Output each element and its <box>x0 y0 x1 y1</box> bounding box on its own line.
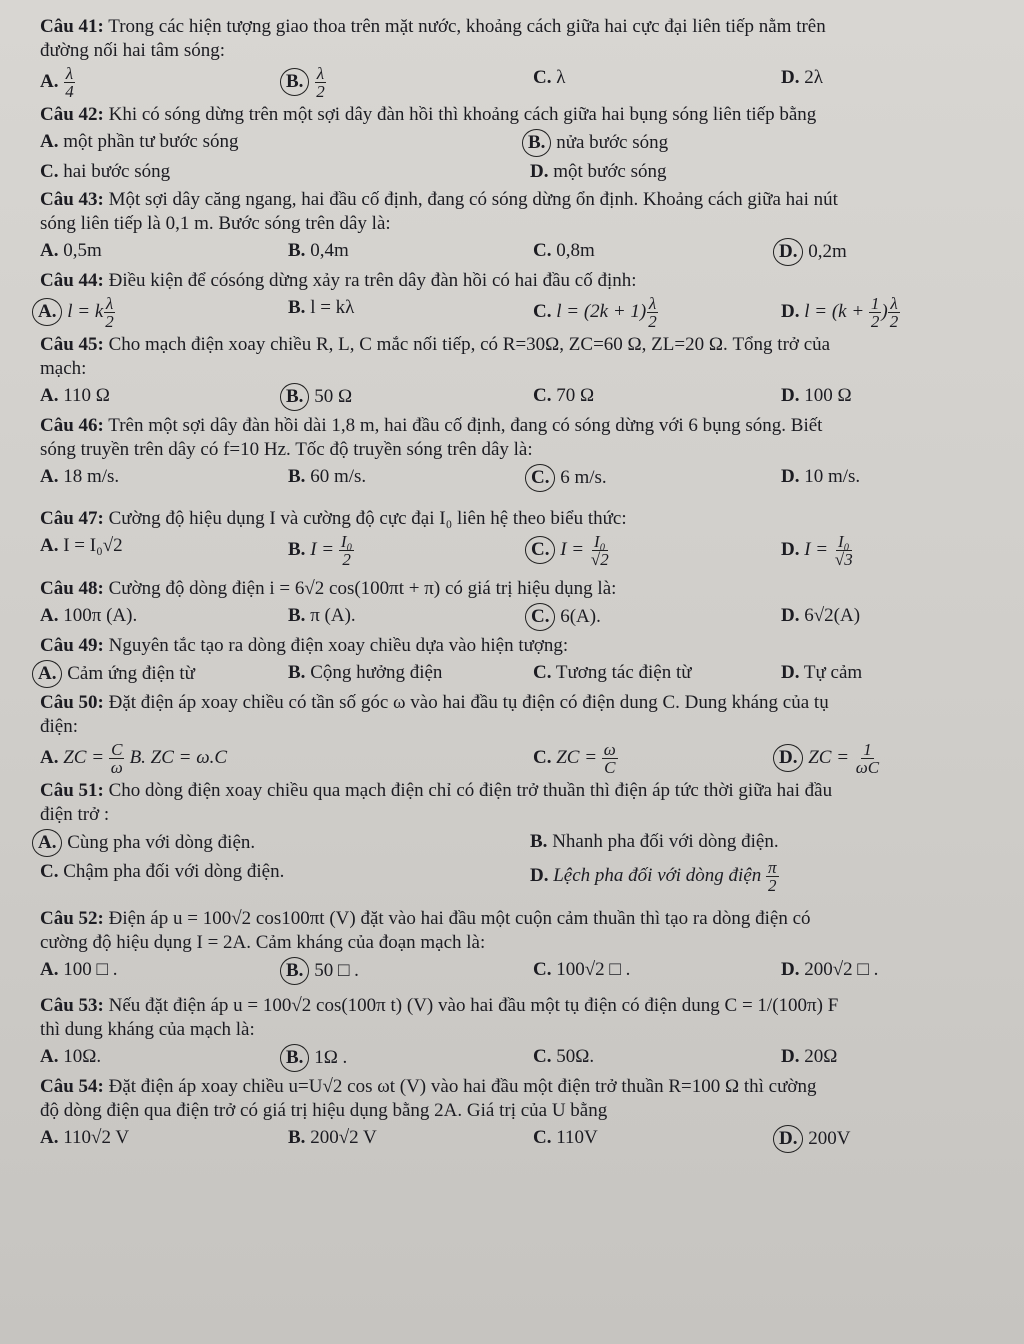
circled-option-letter: C. <box>525 464 555 492</box>
question-q54 <box>40 1074 1000 1153</box>
option-letter: C. <box>533 385 552 406</box>
answer-option[interactable] <box>533 533 781 568</box>
answer-option[interactable] <box>288 295 533 330</box>
option-expression: I = <box>310 538 339 560</box>
option-letter: D. <box>530 864 549 886</box>
question-number: Câu 42: <box>40 104 104 125</box>
option-text: Tự cảm <box>803 662 863 683</box>
option-expression: Lệch pha đối với dòng điện <box>553 864 767 886</box>
answer-option[interactable] <box>533 1044 781 1072</box>
option-text: λ <box>556 67 566 88</box>
question-text <box>40 633 1000 658</box>
option-letter: A. <box>40 1127 59 1148</box>
fraction <box>602 741 618 776</box>
fraction-denominator: 4 <box>65 82 74 101</box>
answer-option[interactable] <box>288 383 533 411</box>
option-letter: D. <box>781 466 800 487</box>
circled-option-letter: B. <box>280 1044 309 1072</box>
option-letter: C. <box>533 746 552 768</box>
option-letter: C. <box>40 161 59 182</box>
fraction <box>869 295 882 330</box>
option-letter: C. <box>533 959 552 980</box>
option-text: 0,4m <box>310 240 349 261</box>
fraction <box>888 295 901 330</box>
answer-option[interactable] <box>533 464 781 492</box>
fraction-denominator: ω <box>110 758 123 777</box>
option-letter: A. <box>40 131 59 152</box>
fraction-numerator: I₀ <box>594 532 606 551</box>
option-letter: B. <box>530 831 548 852</box>
option-text: Tương tác điện từ <box>555 662 692 683</box>
question-stem: Điều kiện để cósóng dừng xảy ra trên dây đàn hồi có hai đầu cố định: <box>108 270 637 291</box>
option-expression: l = (k + <box>804 300 869 322</box>
question-text <box>40 413 1000 438</box>
circled-option-letter: D. <box>773 744 803 772</box>
question-q42 <box>40 102 1000 185</box>
answer-option[interactable] <box>40 957 288 985</box>
answer-option[interactable] <box>40 464 288 492</box>
option-text: 100√2 □ . <box>556 959 631 980</box>
option-letter: B. <box>288 662 306 683</box>
question-text-continued: đường nối hai tâm sóng: <box>40 40 225 61</box>
option-letter: C. <box>533 67 552 88</box>
question-stem: Cường độ hiệu dụng I và cường độ cực đại I₀ liên hệ theo biểu thức: <box>108 508 627 529</box>
answer-row <box>40 741 1000 776</box>
option-text: 20Ω <box>804 1046 838 1067</box>
answer-option[interactable] <box>40 238 288 266</box>
answer-option[interactable] <box>533 603 781 631</box>
answer-option[interactable] <box>530 159 1020 185</box>
option-letter: B. <box>288 466 306 487</box>
question-q44 <box>40 268 1000 330</box>
question-text-continued: điện: <box>40 716 78 737</box>
question-text <box>40 1074 1000 1099</box>
question-text <box>40 778 1000 803</box>
question-text <box>40 332 1000 357</box>
answer-option[interactable] <box>40 295 288 330</box>
circled-option-letter: D. <box>773 238 803 266</box>
answer-option[interactable] <box>40 383 288 411</box>
question-text <box>40 506 1000 531</box>
answer-option[interactable] <box>288 957 533 985</box>
fraction <box>314 65 327 100</box>
answer-option[interactable] <box>781 741 881 776</box>
answer-option[interactable] <box>40 159 530 185</box>
option-text: một phần tư bước sóng <box>63 131 239 152</box>
answer-row <box>40 129 1000 157</box>
option-text: l = kλ <box>310 297 355 318</box>
fraction-numerator: 1 <box>863 740 872 759</box>
question-number: Câu 53: <box>40 995 104 1016</box>
answer-option[interactable] <box>533 660 781 688</box>
question-text-continued: điện trở : <box>40 804 110 825</box>
option-text: 100 Ω <box>804 385 852 406</box>
question-stem: Cho mạch điện xoay chiều R, L, C mắc nối tiếp, có R=30Ω, ZC=60 Ω, ZL=20 Ω. Tổng trở của <box>108 334 831 355</box>
question-stem: Một sợi dây căng ngang, hai đầu cố định, đang có sóng dừng ổn định. Khoảng cách giữa hai nút <box>108 189 838 210</box>
answer-row <box>40 65 1000 100</box>
question-text <box>40 102 1000 127</box>
answer-option[interactable] <box>288 533 533 568</box>
option-letter: D. <box>781 605 800 626</box>
question-number: Câu 44: <box>40 270 104 291</box>
option-text: 200√2 V <box>310 1127 377 1148</box>
option-letter: A. <box>40 466 59 487</box>
option-text: 200V <box>808 1128 851 1149</box>
option-text: 18 m/s. <box>63 466 120 487</box>
question-text-continued: thì dung kháng của mạch là: <box>40 1019 255 1040</box>
option-letter: A. <box>40 959 59 980</box>
question-q47 <box>40 506 1000 568</box>
fraction-denominator: √2 <box>590 550 609 569</box>
option-text: Cộng hưởng điện <box>310 662 443 683</box>
answer-option[interactable] <box>288 464 533 492</box>
fraction <box>339 533 355 568</box>
answer-option[interactable] <box>530 129 1020 157</box>
fraction-denominator: 2 <box>870 312 880 331</box>
option-expression-tail: ) <box>881 300 888 322</box>
option-expression: ZC = <box>63 746 109 768</box>
question-stem: Nếu đặt điện áp u = 100√2 cos(100π t) (V) vào hai đầu một tụ điện có điện dung C = 1/(100π) F <box>108 995 839 1016</box>
question-stem: Đặt điện áp xoay chiều u=U√2 cos ωt (V) vào hai đầu một điện trở thuần R=100 Ω thì cường <box>108 1076 817 1097</box>
option-text: 50Ω. <box>556 1046 595 1067</box>
answer-option[interactable] <box>781 65 823 100</box>
fraction-denominator: 2 <box>768 876 777 895</box>
answer-option[interactable] <box>781 660 862 688</box>
circled-option-letter: B. <box>280 68 309 96</box>
answer-option[interactable] <box>40 129 530 157</box>
question-text <box>40 906 1000 931</box>
fraction-numerator: ω <box>603 740 616 759</box>
option-text: 50 □ . <box>314 960 359 981</box>
option-letter: C. <box>533 240 552 261</box>
circled-option-letter: B. <box>522 129 551 157</box>
option-text: 10Ω. <box>63 1046 102 1067</box>
fraction-numerator: λ <box>65 64 74 83</box>
option-text: 110V <box>556 1127 598 1148</box>
fraction-denominator: 2 <box>105 312 114 331</box>
question-stem: Điện áp u = 100√2 cos100πt (V) đặt vào hai đầu một cuộn cảm thuần thì tạo ra dòng điện có <box>108 908 811 929</box>
fraction-numerator: λ <box>316 64 325 83</box>
option-expression: ZC = <box>808 746 854 768</box>
answer-option[interactable] <box>533 741 781 776</box>
option-letter: A. <box>40 746 59 768</box>
answer-option[interactable] <box>40 1044 288 1072</box>
option-text: Nhanh pha đối với dòng điện. <box>552 831 779 852</box>
answer-option[interactable] <box>288 1044 533 1072</box>
option-expression: l = k <box>67 300 104 322</box>
option-text: 0,5m <box>63 240 102 261</box>
option-letter: B. <box>288 240 306 261</box>
answer-option[interactable] <box>533 1125 781 1153</box>
circled-option-letter: B. <box>280 383 309 411</box>
option-letter: D. <box>781 385 800 406</box>
fraction-numerator: λ <box>890 294 898 313</box>
fraction-denominator: 2 <box>316 82 325 101</box>
option-letter: C. <box>533 1046 552 1067</box>
question-number: Câu 43: <box>40 189 104 210</box>
answer-option[interactable] <box>288 65 533 100</box>
question-q41 <box>40 14 1000 100</box>
question-text <box>40 14 1000 39</box>
answer-option[interactable] <box>530 829 1020 857</box>
answer-row <box>40 238 1000 266</box>
option-text: 0,2m <box>808 241 847 262</box>
answer-option[interactable] <box>288 660 533 688</box>
question-text <box>40 993 1000 1018</box>
option-expression: l = (2k + 1) <box>556 300 647 322</box>
circled-option-letter: B. <box>280 957 309 985</box>
question-stem: Cường độ dòng điện i = 6√2 cos(100πt + π) có giá trị hiệu dụng là: <box>108 578 617 599</box>
option-letter: D. <box>781 67 800 88</box>
option-letter: C. <box>533 300 552 322</box>
answer-row <box>40 383 1000 411</box>
fraction-denominator: ωC <box>855 758 880 777</box>
question-number: Câu 50: <box>40 692 104 713</box>
option-text: 110 Ω <box>63 385 110 406</box>
option-text: 100 □ . <box>63 959 118 980</box>
question-number: Câu 45: <box>40 334 104 355</box>
fraction-denominator: 2 <box>648 312 657 331</box>
option-letter: A. <box>40 605 59 626</box>
answer-option[interactable] <box>781 1125 850 1153</box>
answer-option[interactable] <box>40 1125 288 1153</box>
option-text: π (A). <box>310 605 356 626</box>
answer-row <box>40 533 1000 568</box>
question-q48 <box>40 576 1000 631</box>
option-text: 100π (A). <box>63 605 138 626</box>
fraction <box>589 533 611 568</box>
answer-option[interactable] <box>530 859 1020 894</box>
option-text: 0,8m <box>556 240 595 261</box>
answer-row <box>40 464 1000 492</box>
circled-option-letter: C. <box>525 536 555 564</box>
fraction-numerator: I₀ <box>340 532 353 551</box>
answer-option[interactable] <box>40 859 530 894</box>
option-expression: I = <box>804 538 833 560</box>
option-text: Chậm pha đối với dòng điện. <box>63 861 285 882</box>
option-letter: D. <box>781 959 800 980</box>
question-q52 <box>40 906 1000 985</box>
question-stem: Đặt điện áp xoay chiều có tần số góc ω vào hai đầu tụ điện có điện dung C. Dung kháng của tụ <box>108 692 829 713</box>
question-text <box>40 187 1000 212</box>
fraction <box>63 65 76 100</box>
option-text: 1Ω . <box>314 1047 348 1068</box>
option-letter: D. <box>781 538 800 560</box>
answer-option[interactable] <box>781 957 878 985</box>
question-number: Câu 41: <box>40 16 104 37</box>
question-number: Câu 54: <box>40 1076 104 1097</box>
option-text: 110√2 V <box>63 1127 130 1148</box>
question-text-continued: sóng truyền trên dây có f=10 Hz. Tốc độ truyền sóng trên dây là: <box>40 439 533 460</box>
circled-option-letter: A. <box>32 660 62 688</box>
question-q43 <box>40 187 1000 266</box>
answer-option[interactable] <box>288 238 533 266</box>
answer-row <box>40 829 1000 857</box>
fraction-denominator: C <box>604 758 616 777</box>
option-letter: A. <box>40 240 59 261</box>
fraction-numerator: I₀ <box>838 532 850 551</box>
option-letter: C. <box>40 861 59 882</box>
option-text: 50 Ω <box>314 386 353 407</box>
fraction <box>646 295 659 330</box>
answer-row <box>40 603 1000 631</box>
question-q53 <box>40 993 1000 1072</box>
question-number: Câu 49: <box>40 635 104 656</box>
question-stem: Trong các hiện tượng giao thoa trên mặt nước, khoảng cách giữa hai cực đại liên tiếp nằm trên <box>108 16 826 37</box>
option-text: 2λ <box>804 67 823 88</box>
question-number: Câu 47: <box>40 508 104 529</box>
circled-option-letter: A. <box>32 829 62 857</box>
fraction-numerator: C <box>111 740 123 759</box>
option-text: nửa bước sóng <box>556 132 669 153</box>
option-text: Cảm ứng điện từ <box>67 663 195 684</box>
answer-option[interactable] <box>533 957 781 985</box>
fraction <box>854 741 881 776</box>
answer-option[interactable] <box>781 464 860 492</box>
answer-option[interactable] <box>40 65 288 100</box>
question-stem: Nguyên tắc tạo ra dòng điện xoay chiều dựa vào hiện tượng: <box>108 635 569 656</box>
fraction <box>103 295 116 330</box>
option-text: I = I₀√2 <box>63 535 123 556</box>
fraction <box>109 741 125 776</box>
question-q46 <box>40 413 1000 492</box>
question-number: Câu 48: <box>40 578 104 599</box>
answer-option[interactable] <box>288 603 533 631</box>
answer-row <box>40 660 1000 688</box>
option-letter: D. <box>781 662 800 683</box>
question-text <box>40 268 1000 293</box>
answer-row <box>40 159 1000 185</box>
circled-option-letter: A. <box>32 298 62 326</box>
question-stem: Cho dòng điện xoay chiều qua mạch điện chỉ có điện trở thuần thì điện áp tức thời giữa hai đầu <box>108 780 833 801</box>
answer-option[interactable] <box>533 295 781 330</box>
option-text: 6(A). <box>560 606 601 627</box>
option-text: 60 m/s. <box>310 466 367 487</box>
option-letter: B. <box>288 605 306 626</box>
answer-row <box>40 1125 1000 1153</box>
question-q49 <box>40 633 1000 688</box>
option-letter: A. <box>40 1046 59 1067</box>
option-letter: A. <box>40 385 59 406</box>
question-stem: Trên một sợi dây đàn hồi dài 1,8 m, hai đầu cố định, đang có sóng dừng với 6 bụng sóng. Biết <box>108 415 823 436</box>
answer-option[interactable] <box>533 383 781 411</box>
answer-option[interactable] <box>781 603 860 631</box>
circled-option-letter: D. <box>773 1125 803 1153</box>
option-text: một bước sóng <box>553 161 667 182</box>
answer-option[interactable] <box>40 660 288 688</box>
question-text-continued: mạch: <box>40 358 87 379</box>
option-text: Cùng pha với dòng điện. <box>67 832 256 853</box>
answer-option[interactable] <box>40 533 288 568</box>
fraction-denominator: √3 <box>834 550 853 569</box>
fraction-numerator: λ <box>648 294 657 313</box>
answer-row <box>40 859 1000 894</box>
option-letter: B. <box>288 538 306 560</box>
question-stem: Khi có sóng dừng trên một sợi dây đàn hồi thì khoảng cách giữa hai bụng sóng liên tiếp bằng <box>108 104 817 125</box>
fraction-numerator: 1 <box>870 294 880 313</box>
fraction-denominator: 2 <box>889 312 899 331</box>
answer-option[interactable] <box>533 238 781 266</box>
fraction-numerator: λ <box>105 294 114 313</box>
question-number: Câu 52: <box>40 908 104 929</box>
option-expression-tail: B. ZC = ω.C <box>124 746 228 768</box>
answer-option[interactable] <box>781 1044 837 1072</box>
answer-option[interactable] <box>781 238 847 266</box>
question-text <box>40 576 1000 601</box>
option-text: hai bước sóng <box>63 161 171 182</box>
question-text-continued: độ dòng điện qua điện trở có giá trị hiệu dụng bằng 2A. Giá trị của U bằng <box>40 1100 608 1121</box>
option-text: 70 Ω <box>556 385 595 406</box>
answer-row <box>40 957 1000 985</box>
option-letter: B. <box>288 1127 306 1148</box>
circled-option-letter: C. <box>525 603 555 631</box>
fraction <box>766 859 779 894</box>
fraction-denominator: 2 <box>342 550 351 569</box>
answer-option[interactable] <box>781 533 855 568</box>
question-q50 <box>40 690 1000 776</box>
answer-option[interactable] <box>533 65 781 100</box>
answer-row <box>40 1044 1000 1072</box>
option-letter: D. <box>781 1046 800 1067</box>
question-text <box>40 690 1000 715</box>
question-q45 <box>40 332 1000 411</box>
answer-option[interactable] <box>781 383 852 411</box>
answer-option[interactable] <box>40 829 530 857</box>
option-letter: B. <box>288 297 306 318</box>
answer-row <box>40 295 1000 330</box>
option-letter: C. <box>533 1127 552 1148</box>
question-number: Câu 51: <box>40 780 104 801</box>
answer-option[interactable] <box>40 603 288 631</box>
option-expression: ZC = <box>556 746 602 768</box>
question-number: Câu 46: <box>40 415 104 436</box>
option-text: 6 m/s. <box>560 467 607 488</box>
option-expression: I = <box>560 538 589 560</box>
question-text-continued: sóng liên tiếp là 0,1 m. Bước sóng trên dây là: <box>40 213 391 234</box>
fraction <box>833 533 855 568</box>
answer-option[interactable] <box>781 295 900 330</box>
option-text: 6√2(A) <box>804 605 861 626</box>
option-letter: A. <box>40 70 59 92</box>
option-letter: D. <box>781 300 800 322</box>
answer-option[interactable] <box>288 741 533 776</box>
answer-option[interactable] <box>288 1125 533 1153</box>
answer-option[interactable] <box>40 741 288 776</box>
option-letter: C. <box>533 662 552 683</box>
option-letter: D. <box>530 161 549 182</box>
fraction-numerator: π <box>768 858 777 877</box>
question-q51 <box>40 778 1000 894</box>
option-text: 10 m/s. <box>804 466 861 487</box>
question-text-continued: cường độ hiệu dụng I = 2A. Cảm kháng của đoạn mạch là: <box>40 932 486 953</box>
option-text: 200√2 □ . <box>804 959 879 980</box>
option-letter: A. <box>40 535 59 556</box>
